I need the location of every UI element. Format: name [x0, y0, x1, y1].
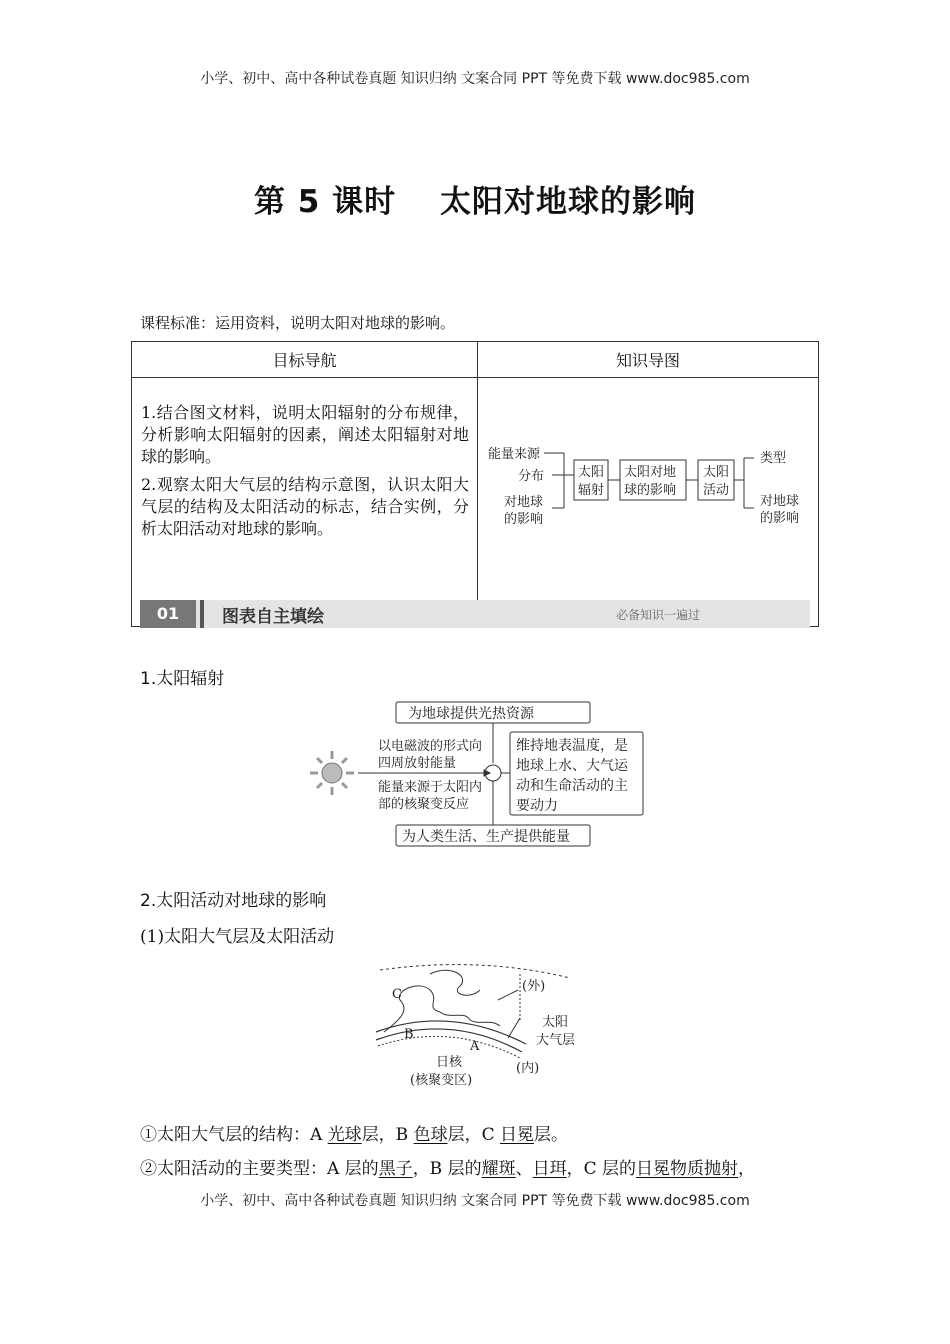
structure-mid1: 层，B — [361, 1125, 414, 1145]
bottom-box-text: 为人类生活、生产提供能量 — [402, 829, 570, 845]
right-box-line: 动和生命活动的主 — [516, 778, 628, 794]
goal-table — [131, 341, 819, 627]
footer-note: 小学、初中、高中各种试卷真题 知识归纳 文案合同 PPT 等免费下载 www.doc985.com — [200, 1193, 750, 1209]
map-box2-b: 球的影响 — [624, 483, 677, 498]
layer-b-label: B — [404, 1027, 414, 1042]
map-right-impact-b: 的影响 — [760, 511, 800, 526]
sun-icon — [310, 751, 354, 795]
atmosphere-label-2: 大气层 — [536, 1033, 576, 1048]
core-label: 日核 — [436, 1055, 463, 1070]
map-right-impact-a: 对地球 — [760, 494, 800, 509]
section1-heading: 1.太阳辐射 — [140, 669, 225, 689]
answer-sunspot: 黑子 — [378, 1159, 413, 1179]
map-box1-b: 辐射 — [578, 483, 605, 498]
map-box3-b: 活动 — [703, 483, 730, 498]
map-box1-a: 太阳 — [578, 465, 605, 480]
right-box-line: 维持地表温度，是 — [516, 738, 628, 754]
right-box-line: 要动力 — [516, 798, 558, 814]
core-sub-label: (核聚变区) — [410, 1073, 473, 1088]
structure-prefix: ①太阳大气层的结构：A — [140, 1125, 328, 1145]
structure-line — [140, 1120, 568, 1145]
answer-photosphere: 光球 — [327, 1125, 362, 1145]
map-left-distribution: 分布 — [518, 469, 545, 484]
map-right-type: 类型 — [760, 451, 787, 466]
map-left-impact-a: 对地球 — [504, 495, 544, 510]
goal-item: 1.结合图文材料，说明太阳辐射的分布规律，分析影响太阳辐射的因素，阐述太阳辐射对地球的影响。 — [141, 403, 469, 466]
structure-mid2: 层，C — [447, 1125, 501, 1145]
page-title: 第 5 课时 太阳对地球的影响 — [254, 184, 696, 220]
banner-title: 图表自主填绘 — [222, 607, 324, 627]
answer-corona: 日冕 — [500, 1125, 535, 1145]
mindmap-cell — [478, 378, 819, 627]
answer-prominence: 日珥 — [532, 1159, 567, 1179]
course-standard: 课程标准：运用资料，说明太阳对地球的影响。 — [140, 314, 456, 332]
activity-suffix: ， — [738, 1159, 756, 1179]
goal-header: 目标导航 — [132, 342, 478, 378]
outer-label: (外) — [522, 979, 546, 994]
header-note: 小学、初中、高中各种试卷真题 知识归纳 文案合同 PPT 等免费下载 www.doc985.com — [200, 71, 750, 87]
activity-line — [140, 1154, 755, 1179]
section2-subheading: (1)太阳大气层及太阳活动 — [140, 927, 335, 947]
activity-prefix: ②太阳活动的主要类型：A 层的 — [140, 1159, 379, 1179]
section2-heading: 2.太阳活动对地球的影响 — [140, 891, 327, 911]
layer-a-label: A — [470, 1039, 480, 1054]
answer-flare: 耀斑 — [481, 1159, 516, 1179]
top-box-text: 为地球提供光热资源 — [408, 706, 534, 722]
map-box2-a: 太阳对地 — [624, 465, 677, 480]
left-text-2b: 部的核聚变反应 — [378, 797, 470, 812]
activity-sep: 、 — [515, 1159, 533, 1179]
left-text-1a: 以电磁波的形式向 — [378, 739, 483, 754]
banner-divider — [200, 600, 204, 628]
answer-cme: 日冕物质抛射 — [636, 1159, 739, 1179]
map-box3-a: 太阳 — [703, 465, 730, 480]
goal-item: 2.观察太阳大气层的结构示意图，认识太阳大气层的结构及太阳活动的标志，结合实例，分析太阳活动对地球的影响。 — [141, 475, 469, 538]
activity-mid1: ，B 层的 — [412, 1159, 482, 1179]
atmosphere-label-1: 太阳 — [542, 1015, 569, 1030]
solar-radiation-diagram — [300, 695, 660, 850]
right-box-line: 地球上水、大气运 — [516, 758, 628, 774]
banner-number: 01 — [140, 600, 196, 628]
banner-subtitle: 必备知识一遍过 — [616, 608, 701, 622]
mindmap-diagram — [478, 378, 818, 602]
mindmap-header: 知识导图 — [478, 342, 819, 378]
answer-chromosphere: 色球 — [413, 1125, 448, 1145]
inner-label: (内) — [516, 1061, 540, 1076]
structure-suffix: 层。 — [534, 1125, 569, 1145]
map-left-energy: 能量来源 — [488, 447, 541, 462]
map-left-impact-b: 的影响 — [504, 512, 544, 527]
sun-atmosphere-diagram — [370, 960, 590, 1092]
layer-c-label: C — [392, 987, 402, 1002]
left-text-2a: 能量来源于太阳内 — [378, 780, 483, 795]
left-text-1b: 四周放射能量 — [378, 756, 457, 771]
goal-cell — [132, 378, 478, 627]
activity-mid2: ，C 层的 — [566, 1159, 637, 1179]
